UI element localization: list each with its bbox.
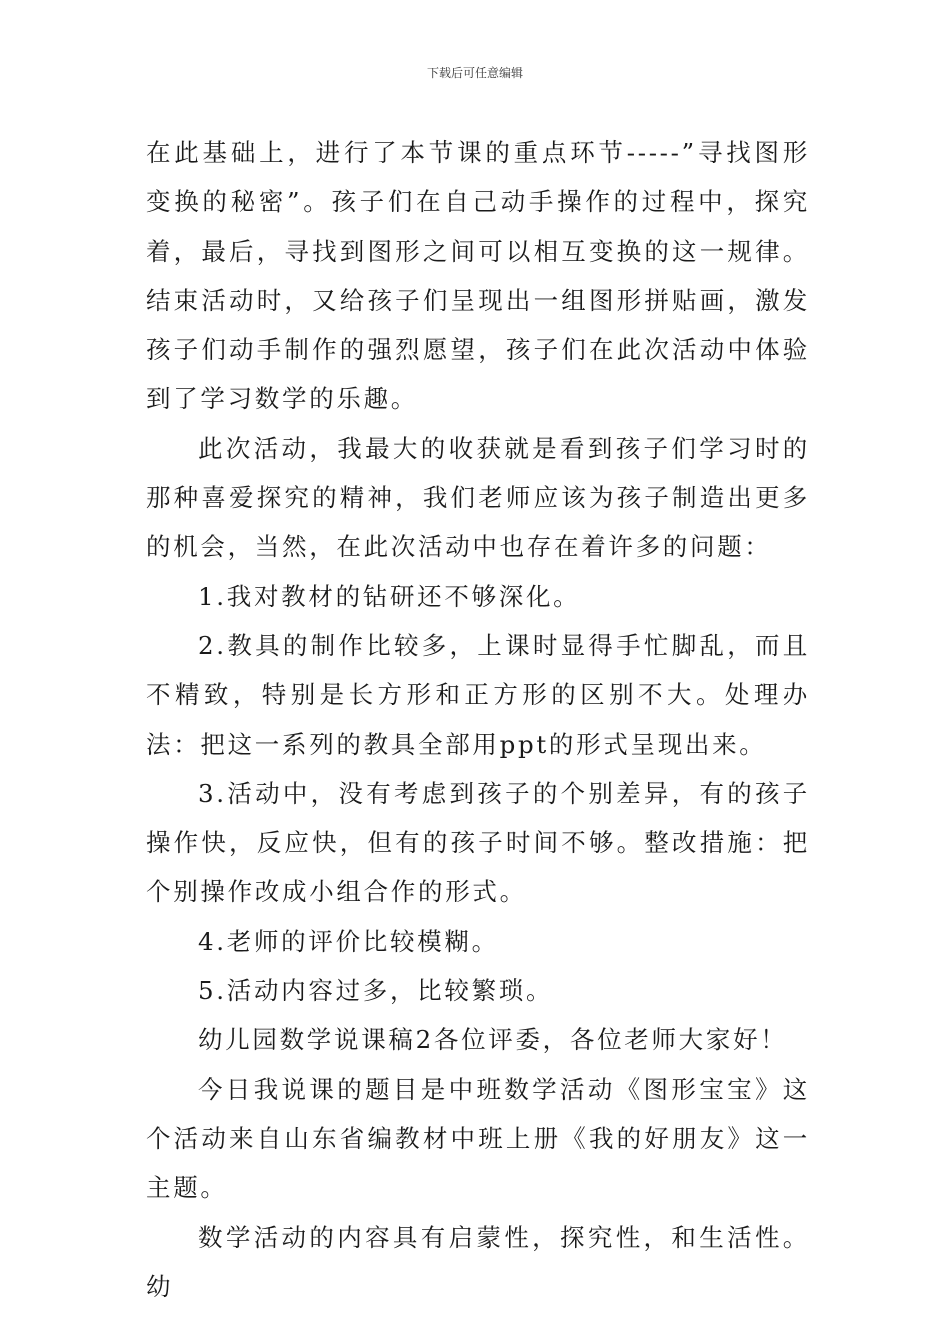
list-item-problem-4: 4.老师的评价比较模糊。 [198,926,499,956]
page-header-note: 下载后可任意编辑 [426,66,523,80]
document-body [146,128,810,1311]
paragraph-intro-continuation: 在此基础上，进行了本节课的重点环节-----”寻找图形变换的秘密”。孩子们在自己动手操作的过程中，探究着，最后，寻找到图形之间可以相互变换的这一规律。结束活动时，又给孩子们呈现出一组图形拼贴画，激发孩子们动手制作的强烈愿望，孩子们在此次活动中体验到了学习数学的乐趣。 [146,138,810,414]
section-heading-lesson-2: 幼儿园数学说课稿2各位评委，各位老师大家好！ [198,1025,788,1055]
list-item-problem-3: 3.活动中，没有考虑到孩子的个别差异，有的孩子操作快，反应快，但有的孩子时间不够。整改措施：把个别操作改成小组合作的形式。 [146,778,810,907]
paragraph-lesson-topic: 今日我说课的题目是中班数学活动《图形宝宝》这个活动来自山东省编教材中班上册《我的好朋友》这一主题。 [146,1074,810,1203]
paragraph-reflection: 此次活动，我最大的收获就是看到孩子们学习时的那种喜爱探究的精神，我们老师应该为孩子制造出更多的机会，当然，在此次活动中也存在着许多的问题： [146,433,810,562]
list-item-problem-1: 1.我对教材的钻研还不够深化。 [198,581,581,611]
list-item-problem-2: 2.教具的制作比较多，上课时显得手忙脚乱，而且不精致，特别是长方形和正方形的区别不大。处理办法：把这一系列的教具全部用ppt的形式呈现出来。 [146,630,810,759]
paragraph-content-features: 数学活动的内容具有启蒙性，探究性，和生活性。幼 [146,1222,810,1301]
list-item-problem-5: 5.活动内容过多，比较繁琐。 [198,976,554,1006]
